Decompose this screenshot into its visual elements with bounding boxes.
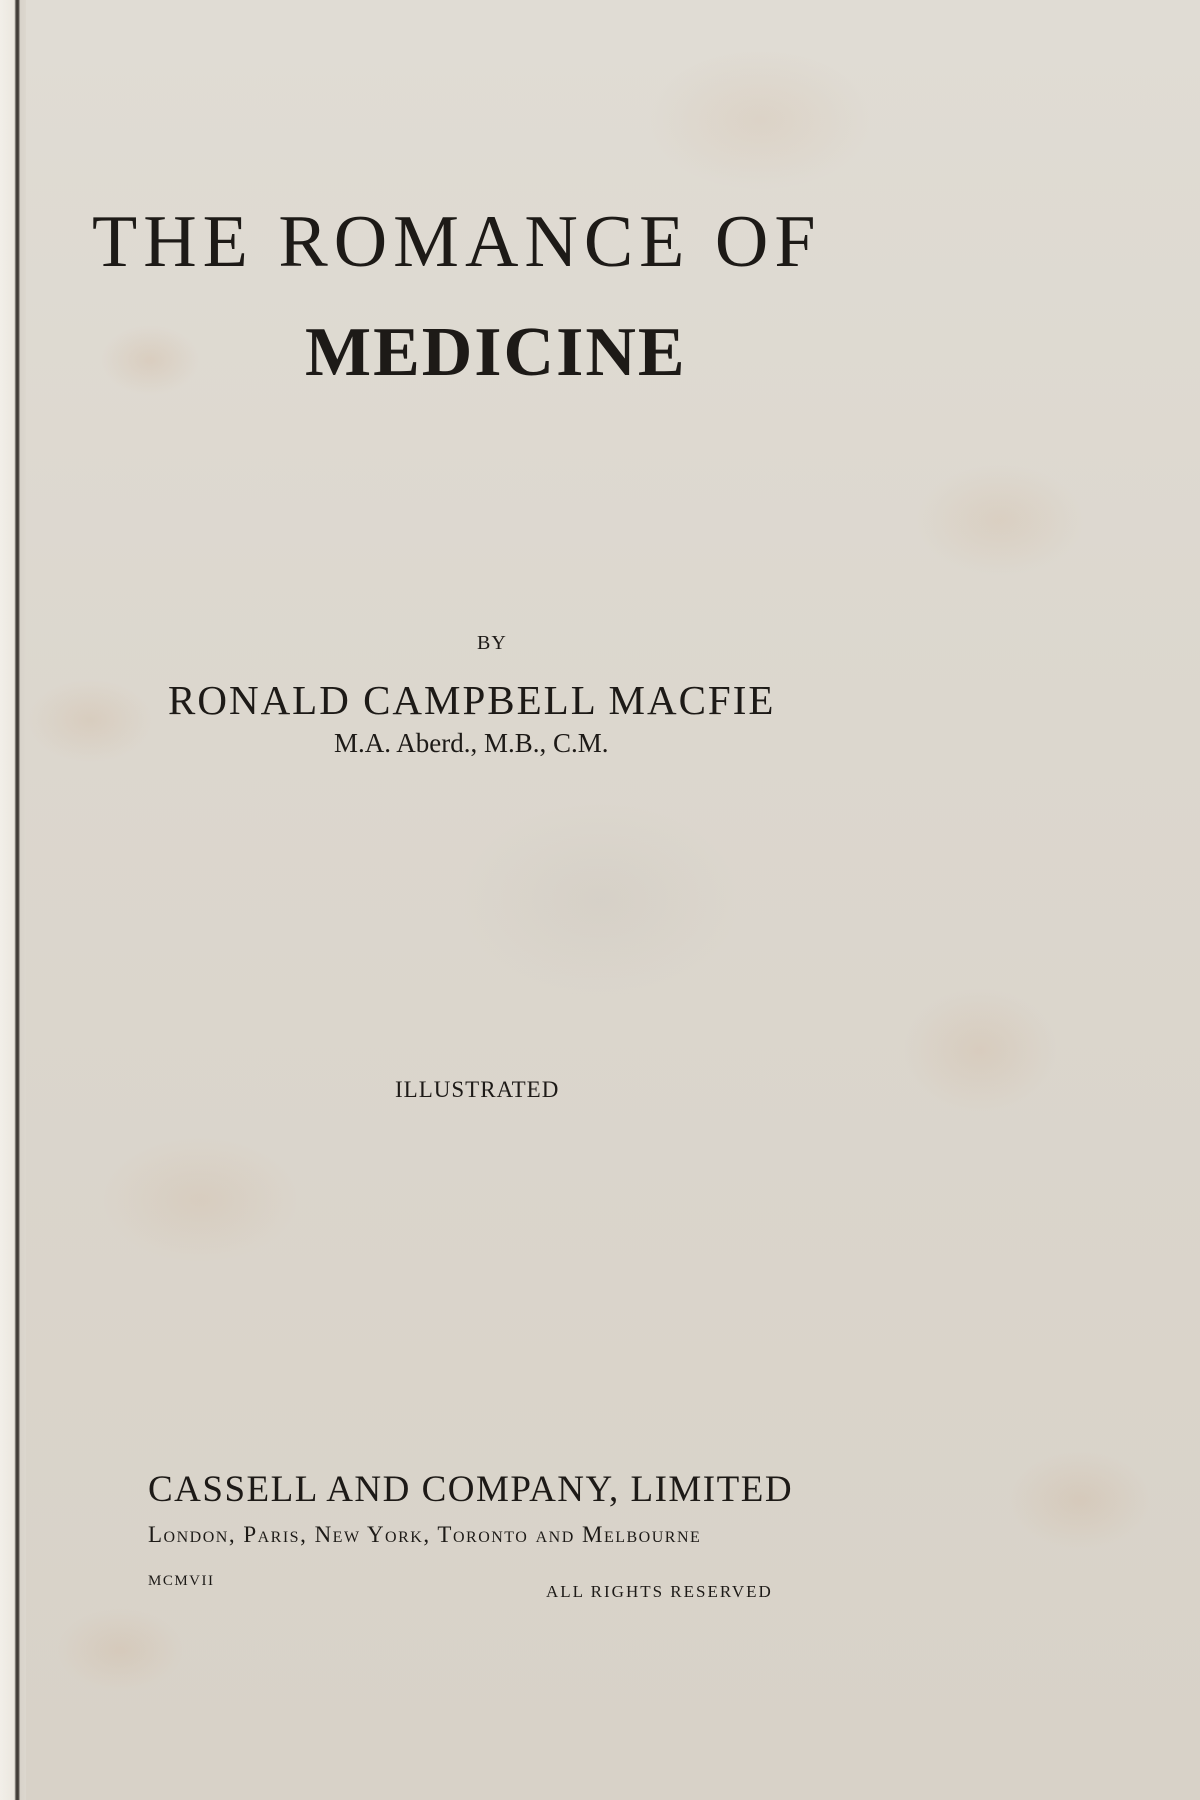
rights-notice: ALL RIGHTS RESERVED	[546, 1582, 773, 1601]
binding-edge	[0, 0, 26, 1800]
author-name: RONALD CAMPBELL MACFIE	[168, 677, 776, 723]
book-title-line-2: MEDICINE	[305, 314, 687, 391]
publisher-name: CASSELL AND COMPANY, LIMITED	[148, 1469, 794, 1510]
book-title-line-1: THE ROMANCE OF	[92, 201, 822, 283]
author-credentials: M.A. Aberd., M.B., C.M.	[334, 728, 609, 758]
by-label: BY	[477, 632, 507, 654]
illustrated-label: ILLUSTRATED	[395, 1077, 560, 1102]
publication-year: MCMVII	[148, 1573, 215, 1589]
publisher-cities: London, Paris, New York, Toronto and Melbourne	[148, 1522, 702, 1547]
